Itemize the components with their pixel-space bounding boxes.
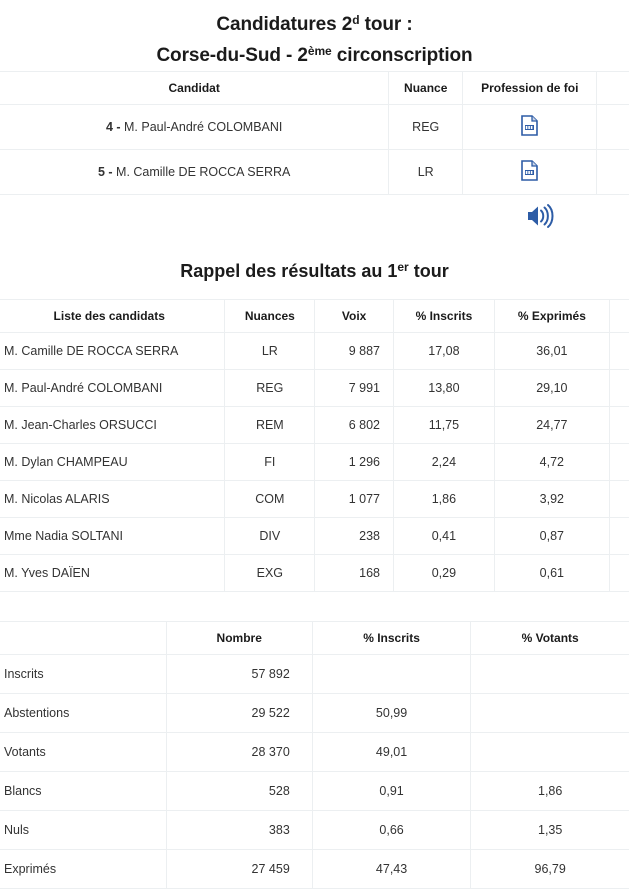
candidate-pct-exprimes: 36,01 <box>494 333 609 370</box>
table-edge-spacer <box>609 333 629 370</box>
column-header-pct-exprimes: % Exprimés <box>494 300 609 333</box>
table-row <box>0 481 629 518</box>
table-edge-spacer <box>597 150 629 195</box>
ordinal-suffix-d: d <box>352 13 360 27</box>
table-edge-spacer <box>609 300 629 333</box>
candidate-voix: 1 077 <box>315 481 394 518</box>
candidate-pct-exprimes: 24,77 <box>494 407 609 444</box>
column-header-candidat: Candidat <box>0 72 389 105</box>
page-title-line2: Corse-du-Sud - 2ème circonscription <box>156 44 473 66</box>
participation-nombre: 28 370 <box>166 733 312 772</box>
page-title <box>0 0 629 71</box>
candidate-name: M. Yves DAÏEN <box>0 555 225 592</box>
table-header-row <box>0 300 629 333</box>
participation-nombre: 383 <box>166 811 312 850</box>
candidate-number: 4 - <box>105 120 121 134</box>
participation-pct-inscrits: 0,91 <box>312 772 471 811</box>
table-row <box>0 811 629 850</box>
candidate-cell <box>0 105 389 150</box>
participation-pct-votants <box>471 694 629 733</box>
column-header-pct-votants: % Votants <box>471 622 629 655</box>
table-row <box>0 694 629 733</box>
participation-pct-votants <box>471 655 629 694</box>
candidate-name: M. Paul-André COLOMBANI <box>124 120 283 134</box>
candidate-name: M. Camille DE ROCCA SERRA <box>0 333 225 370</box>
participation-label: Nuls <box>0 811 166 850</box>
table-row <box>0 105 629 150</box>
candidate-pct-exprimes: 0,87 <box>494 518 609 555</box>
participation-pct-votants: 96,79 <box>471 850 629 889</box>
table-row <box>0 150 629 195</box>
section-title-rappel: Rappel des résultats au 1er tour <box>180 260 449 281</box>
candidate-pct-inscrits: 0,41 <box>394 518 495 555</box>
ordinal-suffix-er: er <box>397 260 409 274</box>
table-edge-spacer <box>609 370 629 407</box>
participation-label: Exprimés <box>0 850 166 889</box>
candidate-nuance: LR <box>389 150 463 195</box>
candidate-nuance: REG <box>225 370 315 407</box>
candidate-number: 5 - <box>97 165 113 179</box>
candidate-pct-exprimes: 4,72 <box>494 444 609 481</box>
column-header-nombre: Nombre <box>166 622 312 655</box>
candidate-pct-inscrits: 13,80 <box>394 370 495 407</box>
resultats-1er-tour-table <box>0 299 629 592</box>
candidate-name: M. Jean-Charles ORSUCCI <box>0 407 225 444</box>
table-edge-spacer <box>609 555 629 592</box>
candidate-voix: 238 <box>315 518 394 555</box>
table-header-row <box>0 622 629 655</box>
column-header-liste-des-candidats: Liste des candidats <box>0 300 225 333</box>
participation-pct-inscrits: 50,99 <box>312 694 471 733</box>
candidate-nuance: LR <box>225 333 315 370</box>
table-row <box>0 733 629 772</box>
audio-row <box>0 195 629 239</box>
table-row <box>0 850 629 889</box>
participation-pct-inscrits <box>312 655 471 694</box>
column-header-profession-de-foi: Profession de foi <box>463 72 597 105</box>
column-header-nuances: Nuances <box>225 300 315 333</box>
profession-de-foi-cell <box>463 150 597 195</box>
candidate-pct-inscrits: 1,86 <box>394 481 495 518</box>
candidate-cell <box>0 150 389 195</box>
table-edge-spacer <box>609 407 629 444</box>
candidate-nuance: EXG <box>225 555 315 592</box>
candidate-pct-inscrits: 2,24 <box>394 444 495 481</box>
candidate-name: Mme Nadia SOLTANI <box>0 518 225 555</box>
participation-pct-votants: 1,86 <box>471 772 629 811</box>
candidate-voix: 168 <box>315 555 394 592</box>
candidate-pct-inscrits: 11,75 <box>394 407 495 444</box>
table-edge-spacer <box>597 72 629 105</box>
ordinal-suffix-eme: ème <box>307 44 332 58</box>
speaker-volume-icon[interactable] <box>525 203 555 229</box>
table-row <box>0 772 629 811</box>
table-row <box>0 655 629 694</box>
table-row <box>0 370 629 407</box>
table-header-row <box>0 72 629 105</box>
participation-label: Votants <box>0 733 166 772</box>
candidate-name: M. Camille DE ROCCA SERRA <box>116 165 291 179</box>
table-edge-spacer <box>609 518 629 555</box>
participation-pct-votants: 1,35 <box>471 811 629 850</box>
participation-nombre: 29 522 <box>166 694 312 733</box>
candidate-voix: 9 887 <box>315 333 394 370</box>
table-row <box>0 333 629 370</box>
participation-table <box>0 621 629 889</box>
table-edge-spacer <box>609 481 629 518</box>
participation-pct-inscrits: 47,43 <box>312 850 471 889</box>
profession-de-foi-cell <box>463 105 597 150</box>
participation-nombre: 27 459 <box>166 850 312 889</box>
candidate-pct-exprimes: 29,10 <box>494 370 609 407</box>
candidate-voix: 6 802 <box>315 407 394 444</box>
candidate-name: M. Nicolas ALARIS <box>0 481 225 518</box>
participation-body <box>0 655 629 889</box>
table-edge-spacer <box>597 105 629 150</box>
candidate-pct-inscrits: 0,29 <box>394 555 495 592</box>
column-header-pct-inscrits: % Inscrits <box>394 300 495 333</box>
table-edge-spacer <box>609 444 629 481</box>
table-row <box>0 407 629 444</box>
participation-label: Abstentions <box>0 694 166 733</box>
participation-pct-votants <box>471 733 629 772</box>
candidate-name: M. Dylan CHAMPEAU <box>0 444 225 481</box>
participation-pct-inscrits: 0,66 <box>312 811 471 850</box>
column-header-voix: Voix <box>315 300 394 333</box>
participation-nombre: 57 892 <box>166 655 312 694</box>
participation-nombre: 528 <box>166 772 312 811</box>
candidate-nuance: DIV <box>225 518 315 555</box>
candidatures-table <box>0 71 629 195</box>
candidate-pct-exprimes: 0,61 <box>494 555 609 592</box>
candidate-nuance: COM <box>225 481 315 518</box>
column-header-blank <box>0 622 166 655</box>
candidate-nuance: REG <box>389 105 463 150</box>
table-row <box>0 518 629 555</box>
candidate-nuance: FI <box>225 444 315 481</box>
table-row <box>0 444 629 481</box>
candidate-name: M. Paul-André COLOMBANI <box>0 370 225 407</box>
candidate-voix: 1 296 <box>315 444 394 481</box>
participation-label: Inscrits <box>0 655 166 694</box>
page-title-line1: Candidatures 2$^d$ tour : <box>216 13 413 35</box>
table-row <box>0 555 629 592</box>
column-header-pct-inscrits: % Inscrits <box>312 622 471 655</box>
candidate-nuance: REM <box>225 407 315 444</box>
participation-label: Blancs <box>0 772 166 811</box>
participation-pct-inscrits: 49,01 <box>312 733 471 772</box>
candidate-voix: 7 991 <box>315 370 394 407</box>
pdf-file-icon[interactable] <box>521 115 538 136</box>
candidate-pct-inscrits: 17,08 <box>394 333 495 370</box>
candidate-pct-exprimes: 3,92 <box>494 481 609 518</box>
resultats-body <box>0 333 629 592</box>
column-header-nuance: Nuance <box>389 72 463 105</box>
pdf-file-icon[interactable] <box>521 160 538 181</box>
